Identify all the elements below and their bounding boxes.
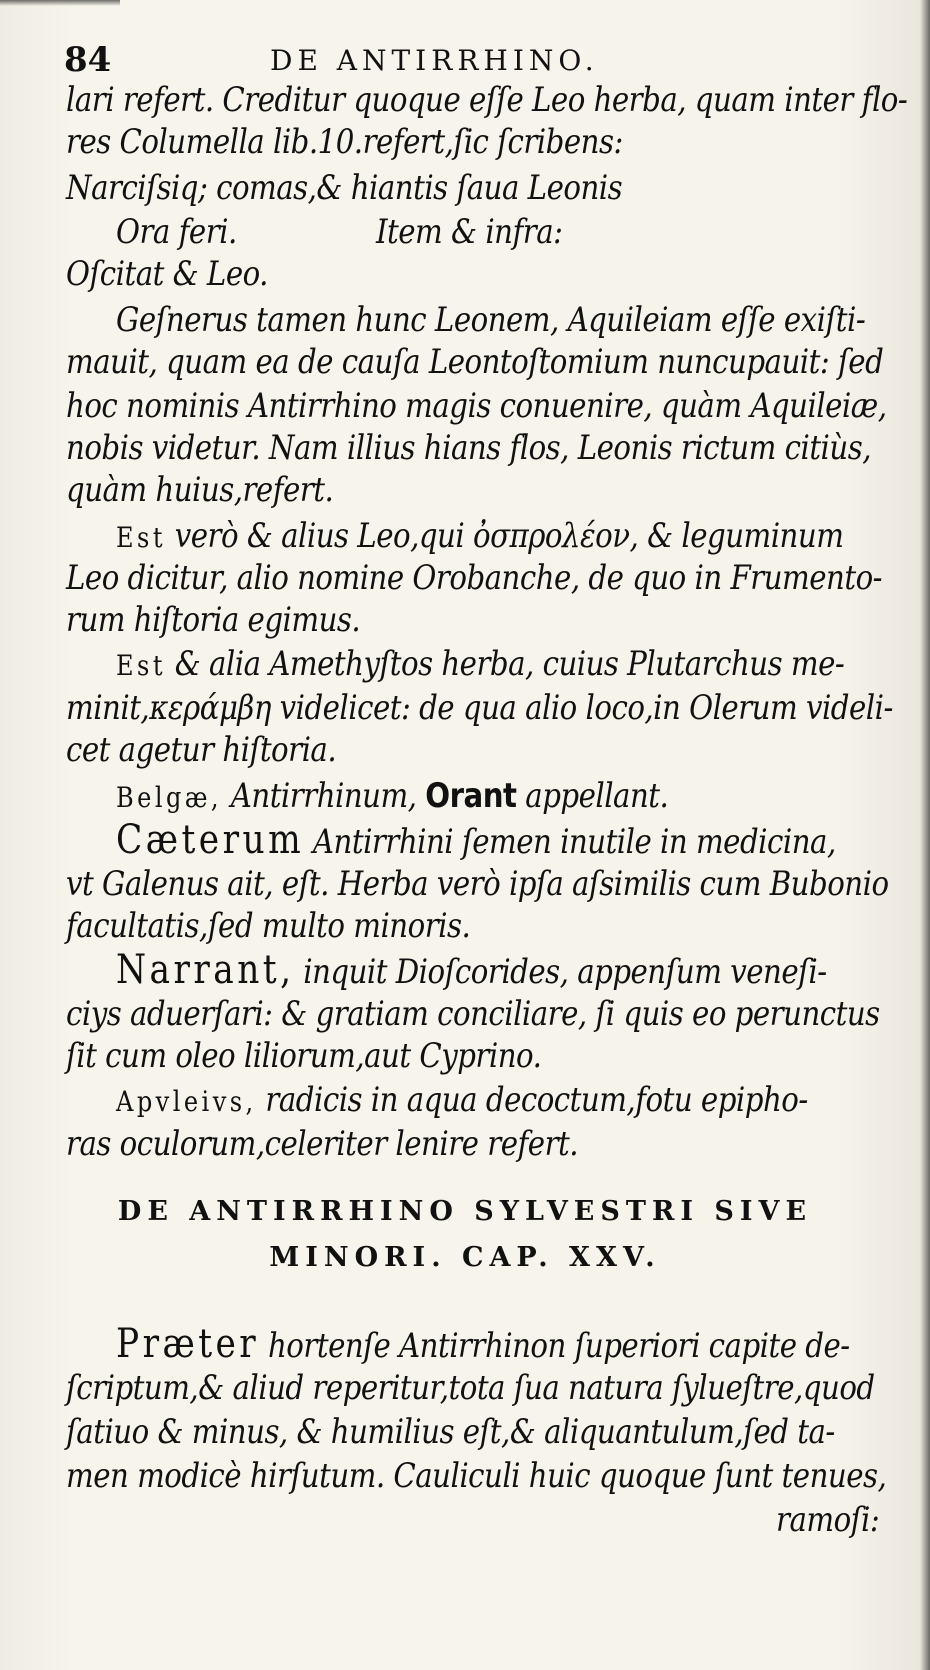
page-edge-shadow-top xyxy=(0,0,120,6)
text-line: facultatis,ſed multo minoris. xyxy=(66,906,471,946)
page-number: 84 xyxy=(64,40,112,80)
paragraph-line xyxy=(116,1321,850,1367)
text-line: men modicè hirſutum. Cauliculi huic quoque ſunt tenues, xyxy=(66,1456,887,1496)
text-line: Leo dicitur, alio nomine Orobanche, de quo in Frumento- xyxy=(66,558,883,598)
paragraph-line xyxy=(116,644,844,686)
blackletter-word: Orant xyxy=(425,776,517,816)
text-line: hoc nominis Antirrhino magis conuenire, quàm Aquileiæ, xyxy=(66,386,887,426)
verse-line: Oſcitat & Leo. xyxy=(66,254,268,294)
catchword: ramoſi: xyxy=(776,1500,880,1540)
text-span: appellant. xyxy=(525,776,669,816)
paragraph-initial: Est xyxy=(116,521,166,554)
text-line: lari refert. Creditur quoque eſſe Leo herba, quam inter flo- xyxy=(66,80,908,120)
verse-line: Narciſsiq; comas,& hiantis ſaua Leonis xyxy=(66,168,623,208)
text-line: ciys aduerſari: & gratiam conciliare, ſi quis eo perunctus xyxy=(66,994,880,1034)
chapter-heading-line-2: MINORI. CAP. XXV. xyxy=(269,1242,661,1273)
text-span: & alia Amethyſtos herba, cuius Plutarchus me- xyxy=(174,644,845,684)
paragraph-line xyxy=(116,817,836,863)
paragraph-initial: Cæterum xyxy=(116,817,305,863)
text-line: cet agetur hiſtoria. xyxy=(66,730,337,770)
chapter-heading-line-1: DE ANTIRRHINO SYLVESTRI SIVE xyxy=(117,1196,813,1227)
text-line: nobis videtur. Nam illius hians flos, Leonis rictum citiùs, xyxy=(66,428,871,468)
paragraph-initial: Est xyxy=(116,649,166,682)
verse-line: Ora feri. xyxy=(116,212,237,252)
text-line: res Columella lib.10.refert,ſic ſcribens: xyxy=(66,122,623,162)
text-line: ſcriptum,& aliud reperitur,tota ſua natura ſylueſtre,quod xyxy=(66,1368,875,1408)
text-line: ſatiuo & minus, & humilius eſt,& aliquantulum,ſed ta- xyxy=(66,1412,835,1452)
paragraph-line xyxy=(116,516,843,558)
text-line: mauit, quam ea de cauſa Leontoſtomium nuncupauit: ſed xyxy=(66,342,884,382)
page-edge-shadow-right xyxy=(920,0,930,1670)
text-span: hortenſe Antirrhinon ſuperiori capite de- xyxy=(267,1326,850,1366)
text-line: ſit cum oleo liliorum,aut Cyprino. xyxy=(66,1036,542,1076)
text-span: Antirrhinum, xyxy=(230,776,417,816)
text-span: radicis in aqua decoctum,fotu epipho- xyxy=(265,1080,808,1120)
text-span: inquit Dioſcorides, appenſum veneſi- xyxy=(303,952,827,992)
text-line: Item & infra: xyxy=(376,212,563,252)
text-line: rum hiſtoria egimus. xyxy=(66,600,361,640)
text-line: Geſnerus tamen hunc Leonem, Aquileiam eſſe exiſti- xyxy=(116,300,866,340)
paragraph-initial: Apvleivs, xyxy=(116,1085,257,1118)
paragraph-line xyxy=(116,947,827,993)
text-span: verò & alius Leo,qui ὀσπρολέον, & leguminum xyxy=(174,516,844,556)
text-line: minit,κεράμβη videlicet: de qua alio loco,in Olerum videli- xyxy=(66,688,893,728)
paragraph-line xyxy=(116,1080,808,1122)
text-line: quàm huius,refert. xyxy=(66,470,334,510)
paragraph-initial: Præter xyxy=(116,1321,260,1367)
text-line: vt Galenus ait, eſt. Herba verò ipſa aſsimilis cum Bubonio xyxy=(66,864,889,904)
text-line: ras oculorum,celeriter lenire refert. xyxy=(66,1124,579,1164)
paragraph-line xyxy=(116,776,668,818)
paragraph-initial: Belgæ, xyxy=(116,781,222,814)
paragraph-initial: Narrant, xyxy=(116,947,295,993)
text-span: Antirrhini ſemen inutile in medicina, xyxy=(312,822,836,862)
running-title: DE ANTIRRHINO. xyxy=(270,44,599,77)
